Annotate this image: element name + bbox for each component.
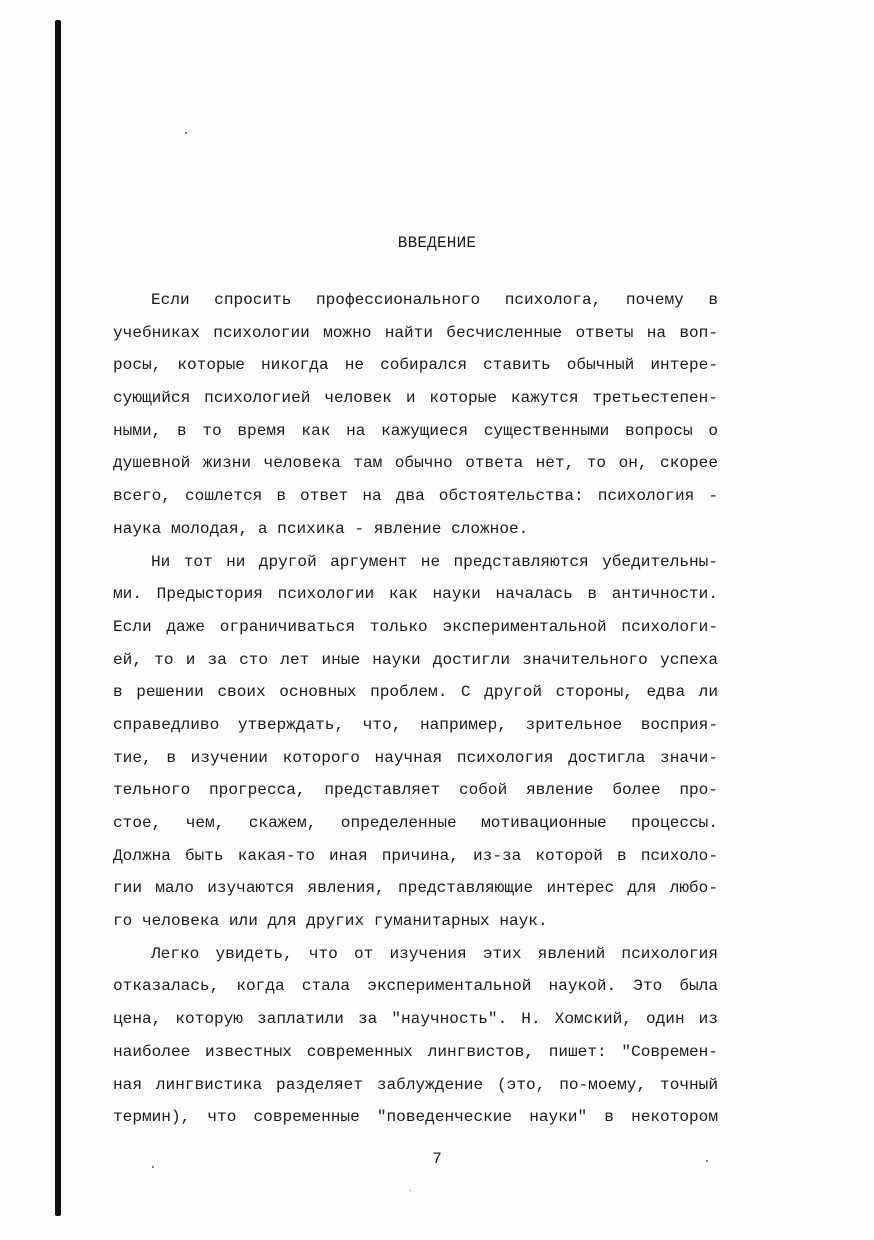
text-line: тельного прогресса, представляет собой явление более про-	[113, 781, 718, 800]
text-line: росы, которые никогда не собирался ставить обычный интере-	[113, 356, 718, 375]
scan-speck	[410, 1190, 411, 1191]
page-title: ВВЕДЕНИЕ	[397, 234, 477, 252]
paragraph-3	[113, 938, 718, 1134]
text-line: сующийся психологией человек и которые кажутся третьестепен-	[113, 389, 718, 408]
page-number: 7	[432, 1150, 442, 1168]
text-line: тие, в изучении которого научная психология достигла значи-	[113, 748, 718, 767]
text-line: в решении своих основных проблем. С другой стороны, едва ли	[113, 683, 718, 702]
scan-speck	[185, 132, 187, 134]
text-line: учебниках психологии можно найти бесчисленные ответы на воп-	[113, 323, 718, 342]
text-line: термин), что современные "поведенческие науки" в некотором	[113, 1108, 718, 1127]
text-line: ная лингвистика разделяет заблуждение (это, по-моему, точный	[113, 1075, 718, 1094]
text-line: Легко увидеть, что от изучения этих явлений психология	[151, 944, 718, 963]
text-line: Если даже ограничиваться только экспериментальной психологи-	[113, 617, 718, 636]
text-line: наиболее известных современных лингвистов, пишет: "Современ-	[113, 1042, 718, 1061]
text-line: Ни тот ни другой аргумент не представляются убедительны-	[151, 552, 718, 571]
text-line: Если спросить профессионального психолога, почему в	[151, 291, 718, 309]
text-line: ей, то и за сто лет иные науки достигли значительного успеха	[113, 650, 718, 669]
text-line: стое, чем, скажем, определенные мотивационные процессы.	[113, 814, 718, 832]
text-line: ными, в то время как на кажущиеся существенными вопросы о	[113, 421, 718, 440]
paragraph-2	[113, 546, 718, 938]
text-line: Должна быть какая-то иная причина, из-за которой в психоло-	[113, 846, 718, 865]
text-line: го человека или для других гуманитарных наук.	[113, 912, 548, 931]
text-line: всего, сошлется в ответ на два обстоятельства: психология -	[113, 487, 718, 506]
text-line: наука молодая, а психика - явление сложное.	[113, 519, 529, 538]
body-text	[113, 284, 718, 1134]
text-line: ми. Предыстория психологии как науки началась в античности.	[113, 585, 718, 604]
text-line: гии мало изучаются явления, представляющие интерес для любо-	[113, 879, 718, 898]
text-line: душевной жизни человека там обычно ответа нет, то он, скорее	[113, 454, 718, 473]
binding-edge-shadow	[55, 20, 61, 1216]
text-line: справедливо утверждать, что, например, зрительное восприя-	[113, 715, 718, 734]
text-line: цена, которую заплатили за "научность". Н. Хомский, один из	[113, 1010, 718, 1029]
text-line: отказалась, когда стала экспериментальной наукой. Это была	[113, 977, 718, 996]
paragraph-1	[113, 284, 718, 546]
